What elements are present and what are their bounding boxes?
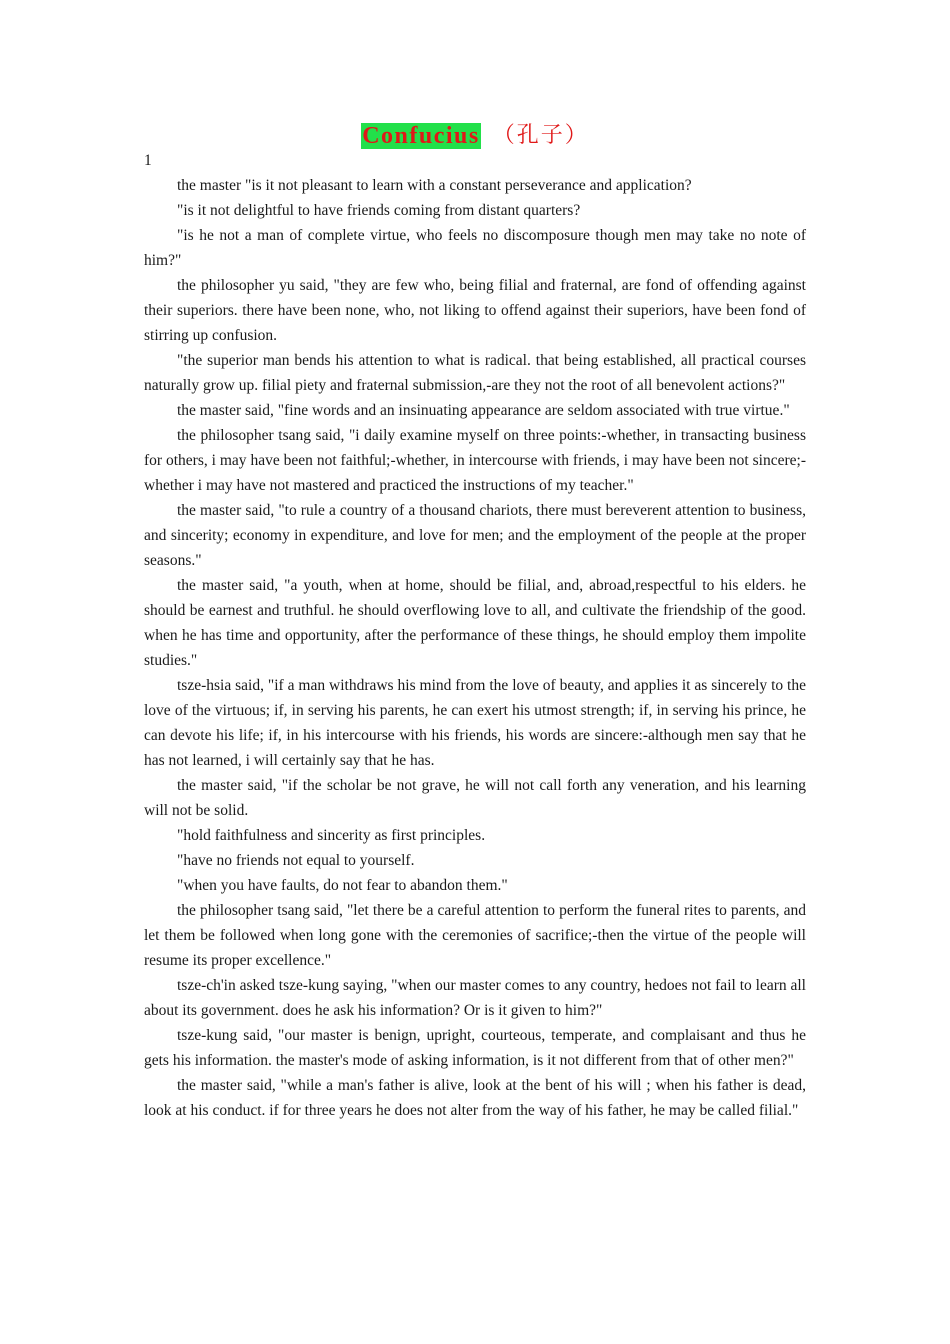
paragraph: tsze-ch'in asked tsze-kung saying, "when our master comes to any country, hedoes not fail to learn all about its government. does he ask his information? Or is it given to him?" [144,977,806,1019]
paragraph: the master "is it not pleasant to learn with a constant perseverance and application? [177,177,692,194]
paragraph: the master said, "to rule a country of a thousand chariots, there must bereverent attention to business, and sincerity; economy in expenditure, and love for men; and the employment of the people at the proper seasons." [144,502,806,569]
document-title-chinese: （孔子） [492,123,589,149]
chapter-number: 1 [144,152,152,169]
paragraph: tsze-hsia said, "if a man withdraws his mind from the love of beauty, and applies it as sincerely to the love of the virtuous; if, in serving his parents, he can exert his utmost strength; if, in serving his prince, he can devote his life; if, in his intercourse with his friends, his words are sincere:-although men say that he has not learned, i will certainly say that he has. [144,677,806,769]
paragraph: tsze-kung said, "our master is benign, upright, courteous, temperate, and complaisant and thus he gets his information. the master's mode of asking information, is it not different from that of other men?" [144,1027,806,1069]
paragraph: the master said, "while a man's father is alive, look at the bent of his will ; when his father is dead, look at his conduct. if for three years he does not alter from the way of his father, he may be called filial." [144,1077,806,1119]
paragraph: "when you have faults, do not fear to abandon them." [177,877,508,894]
paragraph: the master said, "fine words and an insinuating appearance are seldom associated with true virtue." [177,402,790,419]
paragraph: the philosopher tsang said, "i daily examine myself on three points:-whether, in transacting business for others, i may have been not faithful;-whether, in intercourse with friends, i may have been not sincere;-whether i may have not mastered and practiced the instructions of my teacher." [144,427,806,494]
paragraph: the master said, "if the scholar be not grave, he will not call forth any veneration, and his learning will not be solid. [144,777,806,819]
paragraph: "have no friends not equal to yourself. [177,852,415,869]
paragraph: "is it not delightful to have friends coming from distant quarters? [177,202,581,219]
paragraph: "hold faithfulness and sincerity as first principles. [177,827,486,844]
paragraph: "is he not a man of complete virtue, who feels no discomposure though men may take no note of him?" [144,227,806,269]
paragraph: the philosopher yu said, "they are few who, being filial and fraternal, are fond of offending against their superiors. there have been none, who, not liking to offend against their superiors, have been fond of stirring up confusion. [144,277,806,344]
document-title: Confucius [362,123,480,150]
document-page [144,118,806,1123]
paragraph: "the superior man bends his attention to what is radical. that being established, all practical courses naturally grow up. filial piety and fraternal submission,-are they not the root of all benevolent actions?" [144,352,806,394]
paragraph: the philosopher tsang said, "let there be a careful attention to perform the funeral rites to parents, and let them be followed when long gone with the ceremonies of sacrifice;-then the virtue of the people will resume its proper excellence." [144,902,806,969]
body-text [144,173,806,1123]
paragraph: the master said, "a youth, when at home, should be filial, and, abroad,respectful to his elders. he should be earnest and truthful. he should overflowing love to all, and cultivate the friendship of the good. when he has time and opportunity, after the performance of these things, he should employ them impolite studies." [144,577,806,669]
